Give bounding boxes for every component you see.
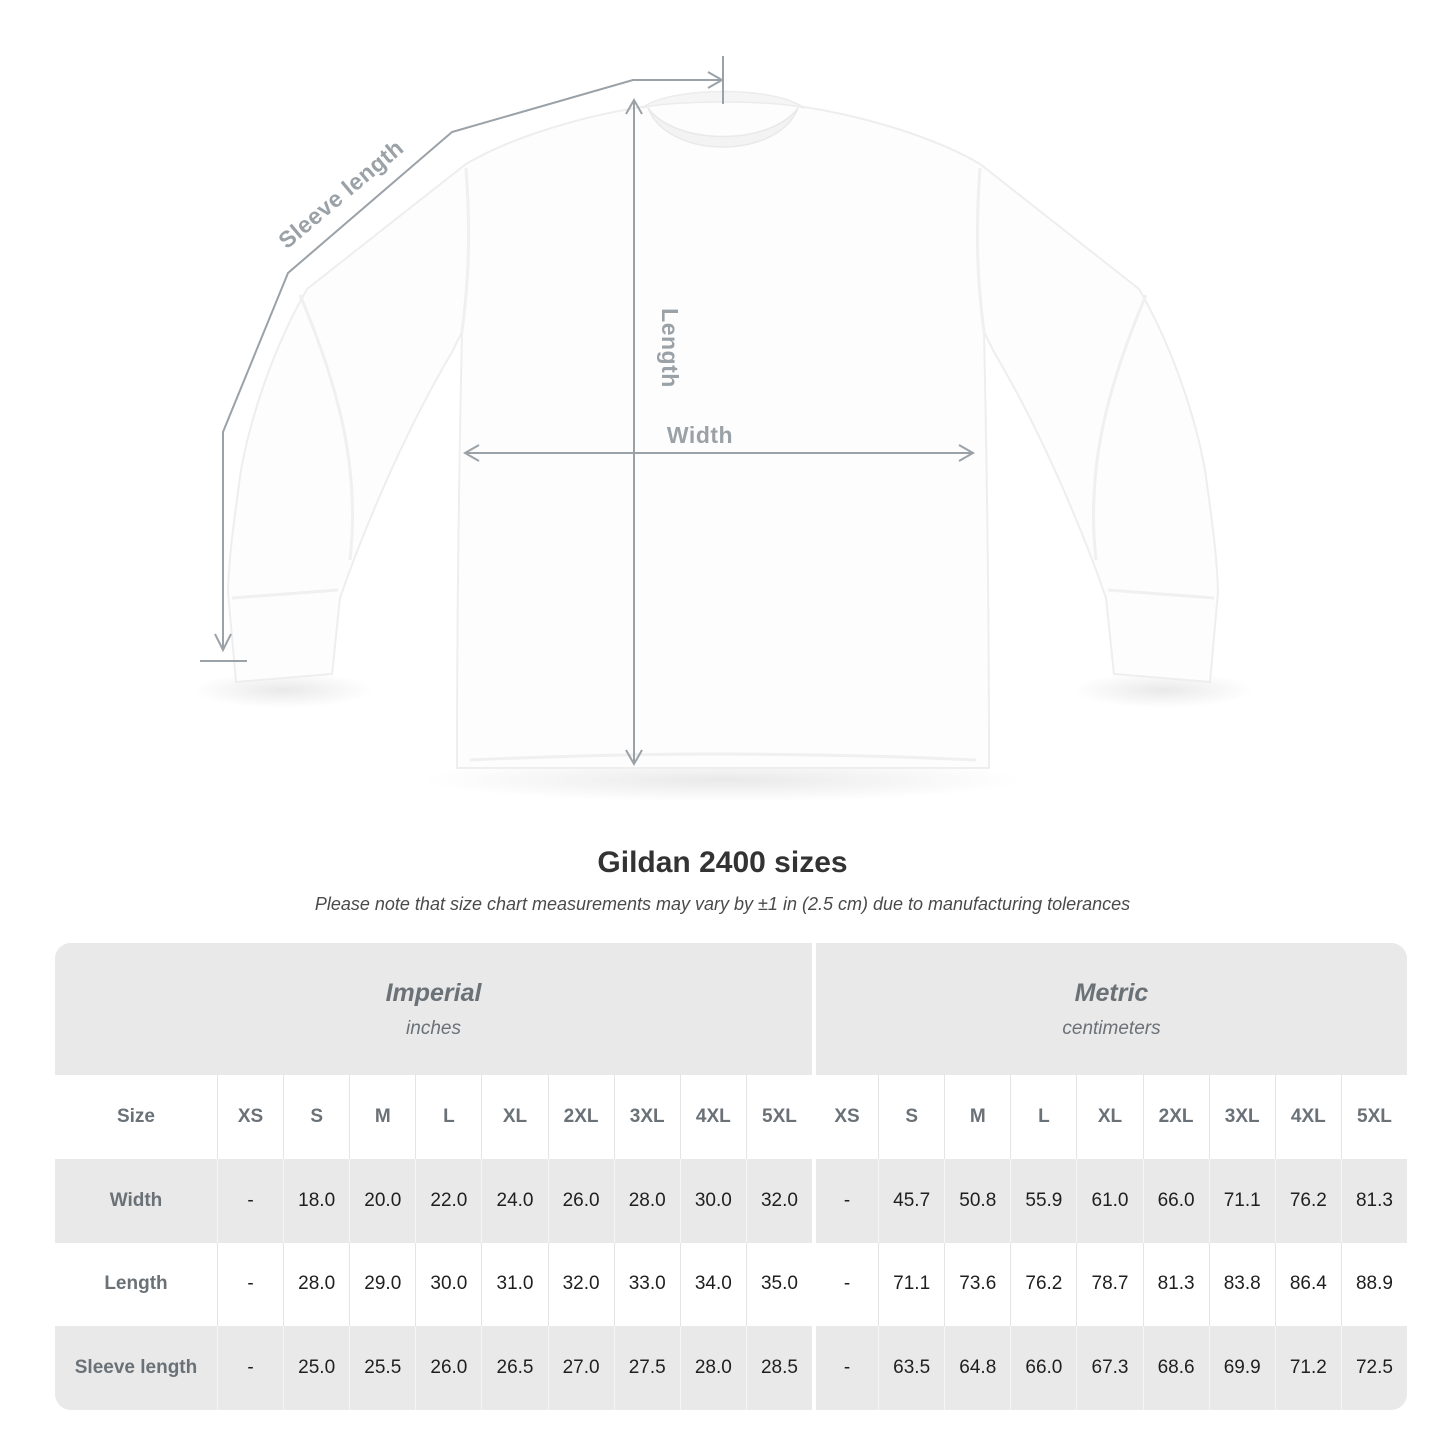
row-label: Sleeve length bbox=[74, 1357, 198, 1379]
measurement-value: 55.9 bbox=[1010, 1159, 1076, 1243]
measurement-value: - bbox=[217, 1159, 283, 1243]
table-row-length bbox=[55, 1243, 1407, 1327]
measurement-value: - bbox=[812, 1243, 878, 1327]
measurement-value: 50.8 bbox=[944, 1159, 1010, 1243]
measurement-value: 81.3 bbox=[1143, 1243, 1209, 1327]
size-header-row bbox=[55, 1075, 1407, 1159]
sleeve-length-label: Sleeve length bbox=[273, 134, 409, 254]
size-header: 5XL bbox=[746, 1075, 812, 1159]
row-label: Width bbox=[109, 1189, 163, 1211]
measurement-value: 66.0 bbox=[1010, 1326, 1076, 1410]
size-header: S bbox=[878, 1075, 944, 1159]
measurement-value: 72.5 bbox=[1341, 1326, 1407, 1410]
measurement-value: 29.0 bbox=[349, 1243, 415, 1327]
measurement-value: 71.2 bbox=[1275, 1326, 1341, 1410]
page-title: Gildan 2400 sizes bbox=[597, 846, 848, 879]
size-header: 2XL bbox=[548, 1075, 614, 1159]
length-label: Length bbox=[657, 308, 683, 388]
measurement-value: 32.0 bbox=[746, 1159, 812, 1243]
size-header: S bbox=[283, 1075, 349, 1159]
measurement-value: 67.3 bbox=[1076, 1326, 1142, 1410]
measurement-value: 81.3 bbox=[1341, 1159, 1407, 1243]
size-header: 4XL bbox=[680, 1075, 746, 1159]
unit-band bbox=[55, 943, 1407, 1075]
measurement-value: 25.5 bbox=[349, 1326, 415, 1410]
measurement-value: 34.0 bbox=[680, 1243, 746, 1327]
measurement-value: 28.0 bbox=[283, 1243, 349, 1327]
measurement-value: 78.7 bbox=[1076, 1243, 1142, 1327]
measurement-value: 26.0 bbox=[415, 1326, 481, 1410]
metric-group-header bbox=[812, 943, 1407, 1075]
measurement-value: 28.0 bbox=[680, 1326, 746, 1410]
measurement-value: 28.5 bbox=[746, 1326, 812, 1410]
size-header: XS bbox=[812, 1075, 878, 1159]
size-header: 2XL bbox=[1143, 1075, 1209, 1159]
measurement-value: 20.0 bbox=[349, 1159, 415, 1243]
measurement-value: 27.0 bbox=[548, 1326, 614, 1410]
size-chart-table bbox=[55, 943, 1407, 1410]
size-header: L bbox=[1010, 1075, 1076, 1159]
measurement-value: 71.1 bbox=[878, 1243, 944, 1327]
measurement-value: 86.4 bbox=[1275, 1243, 1341, 1327]
measurement-value: 31.0 bbox=[481, 1243, 547, 1327]
measurement-value: 18.0 bbox=[283, 1159, 349, 1243]
size-header: M bbox=[349, 1075, 415, 1159]
size-header: XL bbox=[481, 1075, 547, 1159]
width-label: Width bbox=[666, 422, 734, 448]
size-header: M bbox=[944, 1075, 1010, 1159]
imperial-sublabel: inches bbox=[406, 1017, 461, 1039]
measurement-value: 64.8 bbox=[944, 1326, 1010, 1410]
imperial-group-header bbox=[55, 943, 812, 1075]
measurement-value: 45.7 bbox=[878, 1159, 944, 1243]
heading bbox=[0, 846, 1445, 915]
measurement-value: - bbox=[217, 1243, 283, 1327]
measurement-value: 25.0 bbox=[283, 1326, 349, 1410]
measurement-value: 26.0 bbox=[548, 1159, 614, 1243]
size-header: 5XL bbox=[1341, 1075, 1407, 1159]
measurement-value: 61.0 bbox=[1076, 1159, 1142, 1243]
table-row-sleeve-length bbox=[55, 1326, 1407, 1410]
measurement-value: 76.2 bbox=[1275, 1159, 1341, 1243]
measurement-value: - bbox=[217, 1326, 283, 1410]
measurement-value: - bbox=[812, 1326, 878, 1410]
measurement-value: 33.0 bbox=[614, 1243, 680, 1327]
measurement-value: 66.0 bbox=[1143, 1159, 1209, 1243]
size-header: 3XL bbox=[614, 1075, 680, 1159]
measurement-value: 28.0 bbox=[614, 1159, 680, 1243]
table-row-width bbox=[55, 1159, 1407, 1243]
measurement-value: 73.6 bbox=[944, 1243, 1010, 1327]
measurement-value: 35.0 bbox=[746, 1243, 812, 1327]
row-label: Length bbox=[104, 1273, 168, 1295]
measurement-value: 83.8 bbox=[1209, 1243, 1275, 1327]
metric-sublabel: centimeters bbox=[1062, 1017, 1161, 1039]
size-header: 4XL bbox=[1275, 1075, 1341, 1159]
measurement-value: 24.0 bbox=[481, 1159, 547, 1243]
measurement-value: 68.6 bbox=[1143, 1326, 1209, 1410]
imperial-label: Imperial bbox=[385, 978, 482, 1007]
measurement-value: 27.5 bbox=[614, 1326, 680, 1410]
measurement-value: 69.9 bbox=[1209, 1326, 1275, 1410]
measurement-value: 76.2 bbox=[1010, 1243, 1076, 1327]
metric-label: Metric bbox=[1074, 978, 1149, 1007]
size-header: 3XL bbox=[1209, 1075, 1275, 1159]
size-header: XS bbox=[217, 1075, 283, 1159]
measurement-value: 71.1 bbox=[1209, 1159, 1275, 1243]
measurement-value: 30.0 bbox=[415, 1243, 481, 1327]
measurement-value: 30.0 bbox=[680, 1159, 746, 1243]
tolerance-note: Please note that size chart measurements may vary by ±1 in (2.5 cm) due to manufacturing tolerances bbox=[314, 894, 1131, 914]
measurement-value: - bbox=[812, 1159, 878, 1243]
measurement-value: 32.0 bbox=[548, 1243, 614, 1327]
size-corner-header: Size bbox=[116, 1105, 156, 1127]
measurement-value: 63.5 bbox=[878, 1326, 944, 1410]
measurement-value: 26.5 bbox=[481, 1326, 547, 1410]
size-header: L bbox=[415, 1075, 481, 1159]
size-header: XL bbox=[1076, 1075, 1142, 1159]
measurement-value: 22.0 bbox=[415, 1159, 481, 1243]
measurement-value: 88.9 bbox=[1341, 1243, 1407, 1327]
